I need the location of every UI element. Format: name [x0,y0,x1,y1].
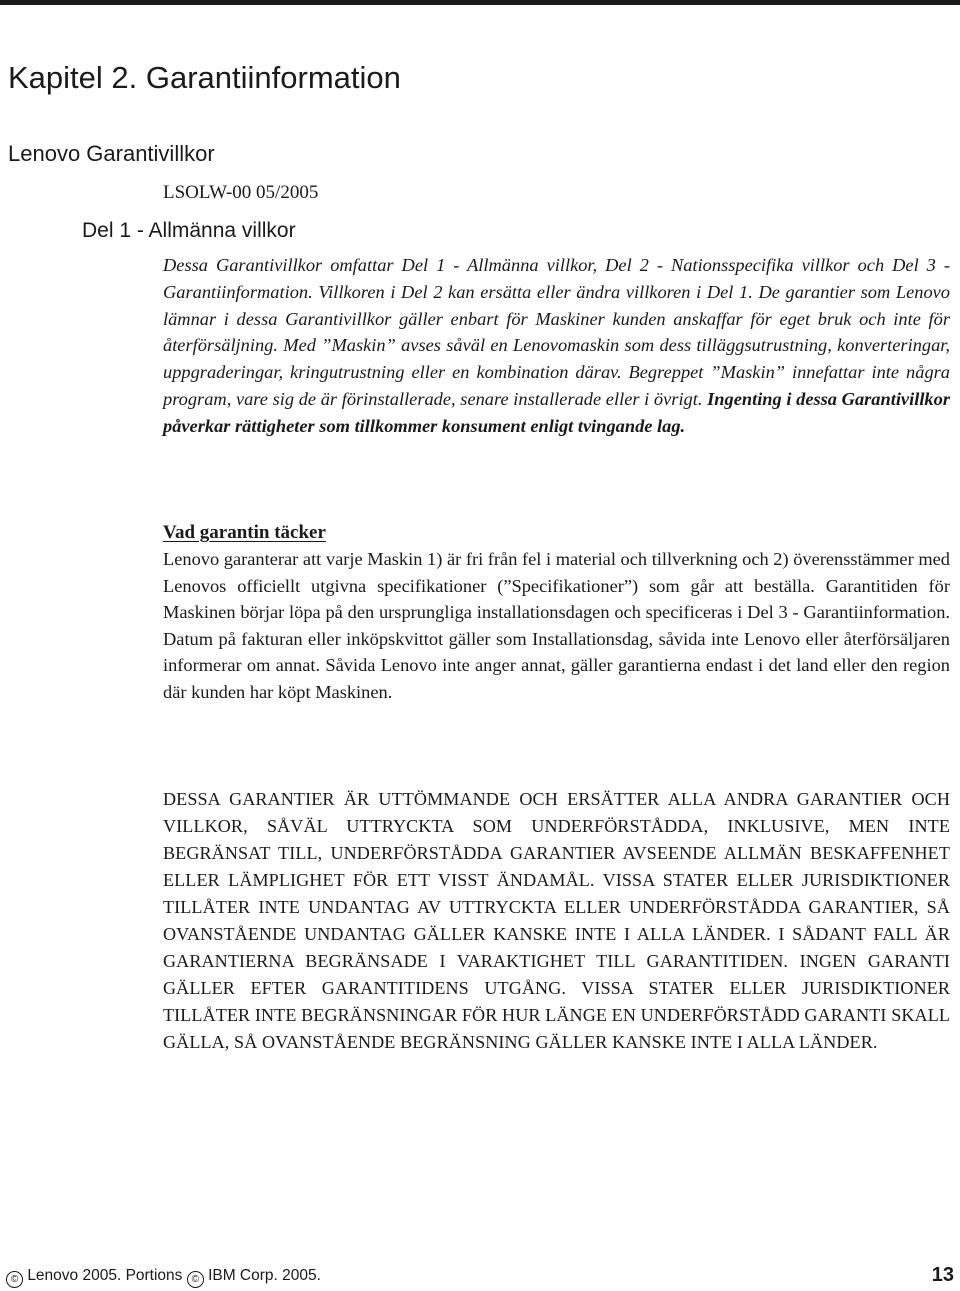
copyright-lenovo: Lenovo 2005. Portions [27,1267,183,1284]
copyright-ibm: IBM Corp. 2005. [208,1267,321,1284]
coverage-paragraph: Lenovo garanterar att varje Maskin 1) är fri från fel i material och tillverkning och 2) överensstämmer med Lenovos officiellt utgivna specifikationer (”Specifikationer”) som går att beställa. Garantitiden för Maskinen börjar löpa på den ursprungliga installationsdagen och specificeras i Del 3 - Garantiinformation. Datum på fakturan eller inköpskvittot gäller som Installationsdag, såvida inte Lenovo eller återförsäljaren informerar om annat. Såvida Lenovo inte anger annat, gäller garantierna endast i det land eller den region där kunden har köpt Maskinen. [163,549,950,702]
chapter-title: Kapitel 2. Garantiinformation [8,60,401,95]
copyright-icon: © [187,1271,204,1288]
section-title: Lenovo Garantivillkor [8,141,215,166]
coverage-heading: Vad garantin täcker [163,522,326,543]
form-number: LSOLW-00 05/2005 [163,182,319,203]
page-number: 13 [931,1264,954,1286]
intro-italic-text: Dessa Garantivillkor omfattar Del 1 - Allmänna villkor, Del 2 - Nationsspecifika villkor och Del 3 - Garantiinformation. Villkoren i Del 2 kan ersätta eller ändra villkoren i Del 1. De garantier som Lenovo lämnar i dessa Garantivillkor gäller enbart för Maskiner kunden anskaffar för eget bruk och inte för återförsäljning. Med ”Maskin” avses såväl en Lenovomaskin som dess tilläggsutrustning, konverteringar, uppgraderingar, kringutrustning eller en kombination därav. Begreppet ”Maskin” innefattar inte några program, vare sig de är förinstallerade, senare installerade eller i övrigt. [163,255,950,409]
copyright-footer [6,1265,321,1288]
intro-paragraph [163,252,950,440]
top-rule [0,0,960,5]
copyright-icon: © [6,1271,23,1288]
disclaimer-paragraph: DESSA GARANTIER ÄR UTTÖMMANDE OCH ERSÄTTER ALLA ANDRA GARANTIER OCH VILLKOR, SÅVÄL UTTRYCKTA SOM UNDERFÖRSTÅDDA, INKLUSIVE, MEN INTE BEGRÄNSAT TILL, UNDERFÖRSTÅDDA GARANTIER AVSEENDE ALLMÄN BESKAFFENHET ELLER LÄMPLIGHET FÖR ETT VISST ÄNDAMÅL. VISSA STATER ELLER JURISDIKTIONER TILLÅTER INTE UNDANTAG AV UTTRYCKTA ELLER UNDERFÖRSTÅDDA GARANTIER, SÅ OVANSTÅENDE UNDANTAG GÄLLER KANSKE INTE I ALLA LÄNDER. I SÅDANT FALL ÄR GARANTIERNA BEGRÄNSADE I VARAKTIGHET TILL GARANTITIDEN. INGEN GARANTI GÄLLER EFTER GARANTITIDENS UTGÅNG. VISSA STATER ELLER JURISDIKTIONER TILLÅTER INTE BEGRÄNSNINGAR FÖR HUR LÄNGE EN UNDERFÖRSTÅDD GARANTI SKALL GÄLLA, SÅ OVANSTÅENDE BEGRÄNSNING GÄLLER KANSKE INTE I ALLA LÄNDER. [163,789,950,1052]
intro-bold-text: Ingenting i dessa Garantivillkor påverkar rättigheter som tillkommer konsument enligt tvingande lag. [163,388,950,436]
part-title: Del 1 - Allmänna villkor [82,219,296,242]
